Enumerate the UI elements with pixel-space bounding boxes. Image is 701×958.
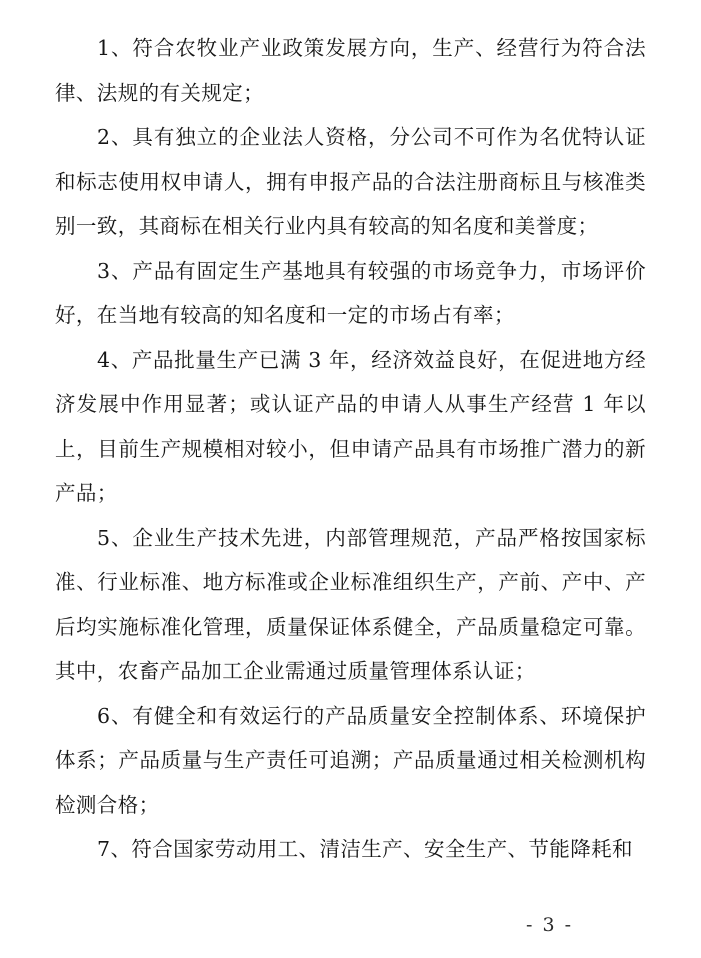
page-number: - 3 - bbox=[525, 914, 573, 936]
paragraph-4: 4、产品批量生产已满 3 年，经济效益良好，在促进地方经济发展中作用显著；或认证产品的申请人从事生产经营 1 年以上，目前生产规模相对较小，但申请产品具有市场推广潜力的新产品； bbox=[55, 347, 646, 505]
document-body bbox=[55, 26, 646, 872]
page-footer bbox=[0, 914, 701, 936]
paragraph-5: 5、企业生产技术先进，内部管理规范，产品严格按国家标准、行业标准、地方标准或企业标准组织生产，产前、产中、产后均实施标准化管理，质量保证体系健全，产品质量稳定可靠。其中，农畜产品加工企业需通过质量管理体系认证； bbox=[55, 525, 646, 683]
paragraph-7: 7、符合国家劳动用工、清洁生产、安全生产、节能降耗和 bbox=[97, 837, 633, 861]
paragraph-1: 1、符合农牧业产业政策发展方向，生产、经营行为符合法律、法规的有关规定； bbox=[55, 36, 646, 105]
paragraph-3: 3、产品有固定生产基地具有较强的市场竞争力，市场评价好，在当地有较高的知名度和一定的市场占有率； bbox=[55, 258, 646, 327]
paragraph-2: 2、具有独立的企业法人资格，分公司不可作为名优特认证和标志使用权申请人，拥有申报产品的合法注册商标且与核准类别一致，其商标在相关行业内具有较高的知名度和美誉度； bbox=[55, 125, 646, 238]
paragraph-6: 6、有健全和有效运行的产品质量安全控制体系、环境保护体系；产品质量与生产责任可追溯；产品质量通过相关检测机构检测合格； bbox=[55, 703, 646, 817]
